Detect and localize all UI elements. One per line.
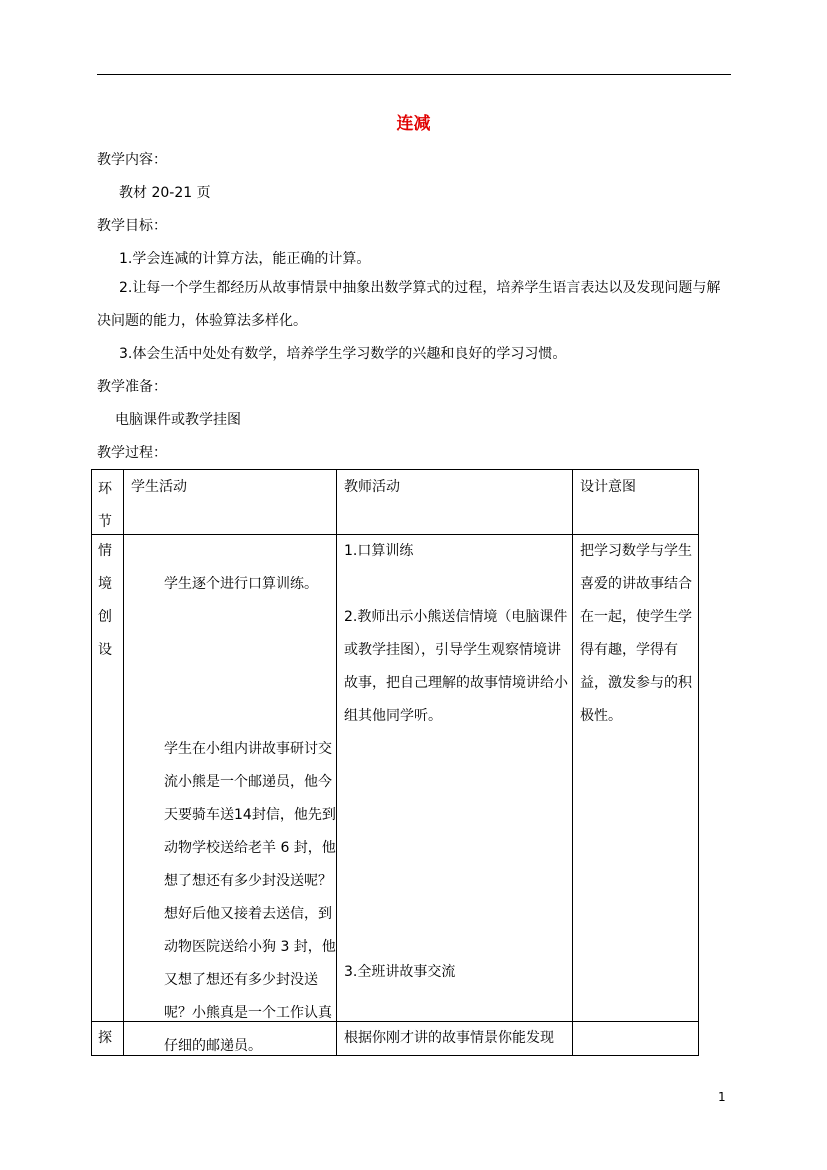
row1-student-cell <box>124 535 337 1054</box>
process-heading: 教学过程： <box>97 445 167 461</box>
header-teacher-cell <box>337 470 573 535</box>
header-intent: 设计意图 <box>580 479 636 495</box>
row1-intent: 把学习数学与学生喜爱的讲故事结合在一起，使学生学得有趣，学得有益，激发参与的积极性。 <box>580 543 692 724</box>
row1-student-1: 学生逐个进行口算训练。 <box>164 576 318 592</box>
header-rule <box>97 74 731 75</box>
row1-teacher-3: 3.全班讲故事交流 <box>344 964 456 980</box>
row1-teacher-1: 1.口算训练 <box>344 543 414 559</box>
row2-teacher: 根据你刚才讲的故事情景你能发现 <box>344 1030 554 1046</box>
table-row <box>92 1022 699 1056</box>
row1-link: 情境创设 <box>98 543 112 658</box>
table-header-row <box>92 470 699 535</box>
content-heading: 教学内容： <box>97 152 167 168</box>
row2-link-cell <box>92 1022 124 1056</box>
row2-teacher-cell <box>337 1022 573 1056</box>
goal-2: 2.让每一个学生都经历从故事情景中抽象出数学算式的过程，培养学生语言表达以及发现问题与解决问题的能力，体验算法多样化。 <box>97 280 721 329</box>
content-text: 教材 20-21 页 <box>119 185 211 201</box>
row1-teacher-cell <box>337 535 573 1022</box>
row2-link: 探 <box>98 1030 112 1046</box>
row1-link-cell <box>92 535 124 1022</box>
table-row <box>92 535 699 1022</box>
header-intent-cell <box>573 470 699 535</box>
goal-3: 3.体会生活中处处有数学，培养学生学习数学的兴趣和良好的学习习惯。 <box>119 346 567 362</box>
row1-teacher-2: 2.教师出示小熊送信情境（电脑课件或教学挂图），引导学生观察情境讲故事，把自己理解的故事情境讲给小组其他同学听。 <box>344 609 568 724</box>
header-link-cell <box>92 470 124 535</box>
goals-heading: 教学目标： <box>97 218 167 234</box>
row1-intent-cell <box>573 535 699 1022</box>
prep-text: 电脑课件或教学挂图 <box>115 412 241 428</box>
header-student-cell <box>124 470 337 535</box>
header-link: 环节 <box>98 481 112 530</box>
page-number: 1 <box>718 1090 726 1104</box>
row2-intent-cell <box>573 1022 699 1056</box>
goal-1: 1.学会连减的计算方法，能正确的计算。 <box>119 251 371 267</box>
row2-student-cell <box>124 1022 337 1056</box>
header-teacher: 教师活动 <box>344 479 400 495</box>
page-title: 连减 <box>396 114 431 134</box>
prep-heading: 教学准备： <box>97 379 167 395</box>
lesson-table <box>91 469 699 1056</box>
header-student: 学生活动 <box>131 479 187 495</box>
row1-student-2: 学生在小组内讲故事研讨交流小熊是一个邮递员，他今天要骑车送14封信，他先到动物学校送给老羊 6 封，他想了想还有多少封没送呢？想好后他又接着去送信，到动物医院送给小狗 3 封，他又想了想还有多少封没送呢？小熊真是一个工作认真仔细的邮递员。 <box>164 741 336 1054</box>
